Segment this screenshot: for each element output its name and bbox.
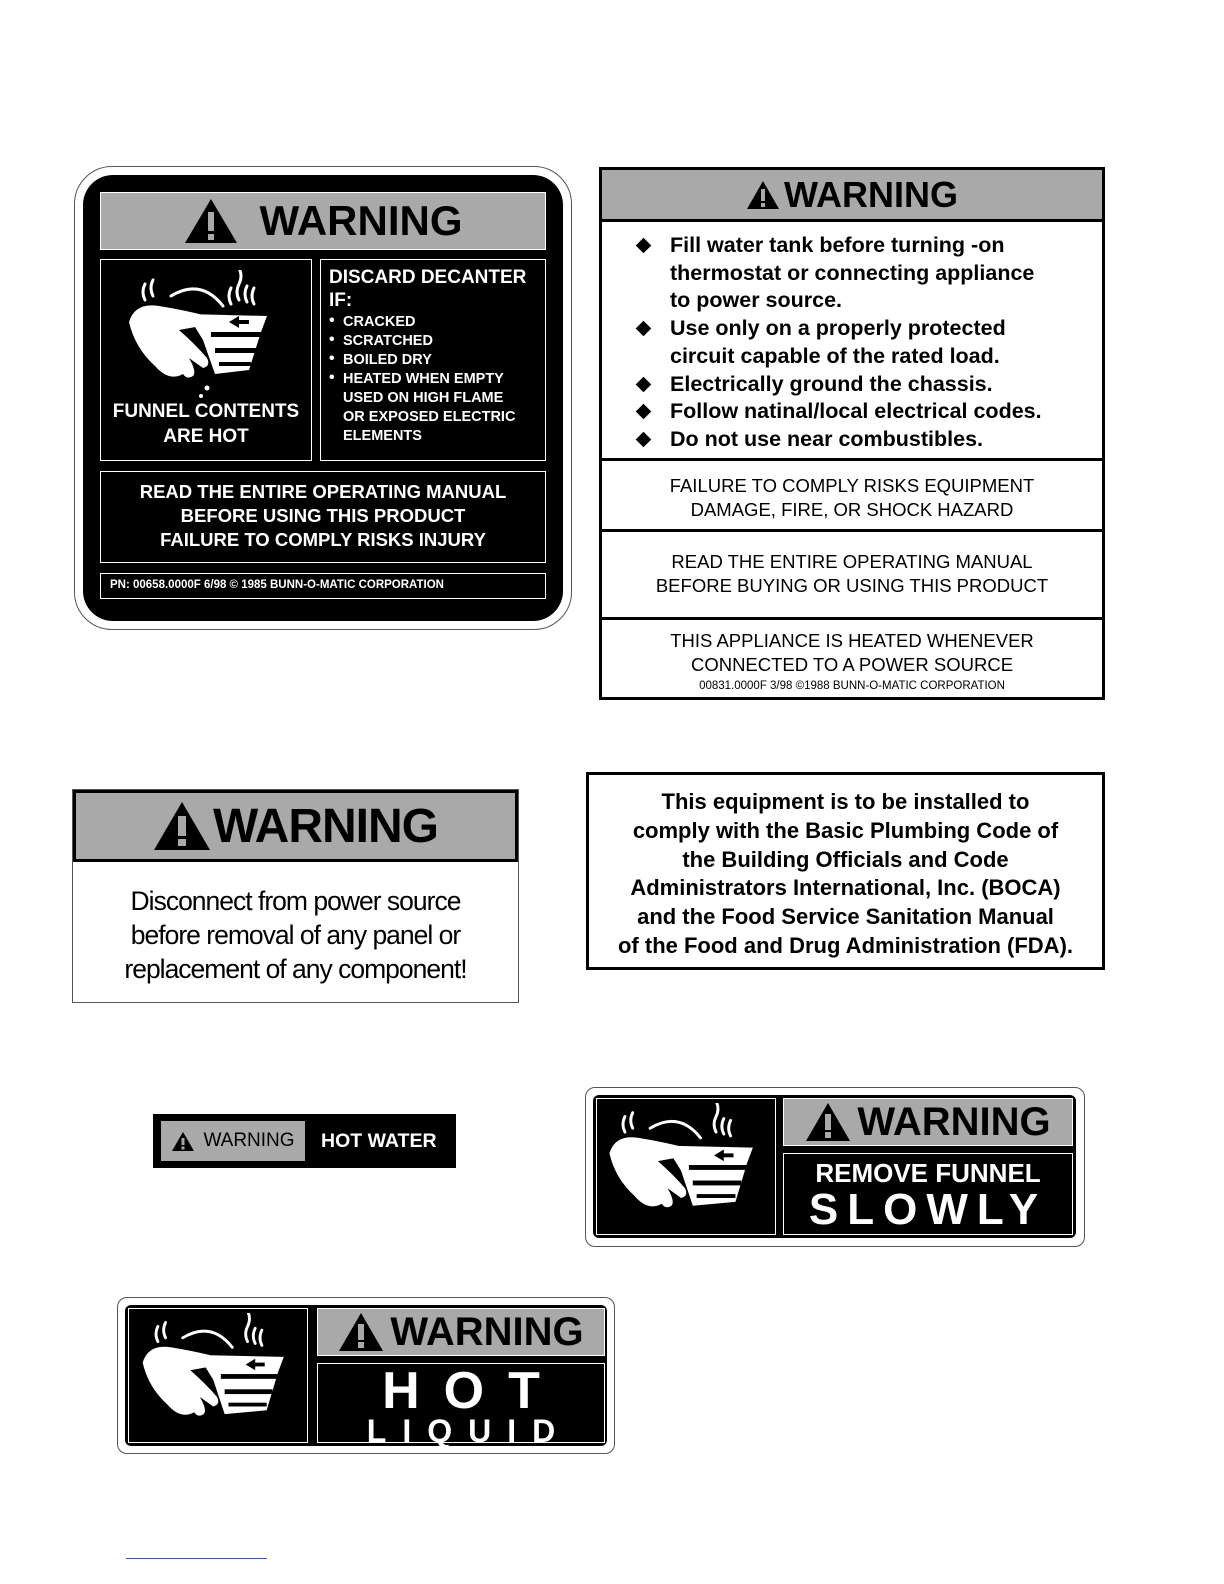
label-hot-water [153,1114,456,1168]
list-item: • CRACKED [329,313,537,332]
label-plumbing-code [586,772,1105,970]
list-item [632,315,1102,370]
list-item-continued: ELEMENTS [343,428,422,444]
label1-left-caption-2: ARE HOT [163,426,249,447]
list-item-continued: USED ON HIGH FLAME [343,390,504,406]
label4-line-5: and the Food Service Sanitation Manual [637,904,1054,930]
label6-pictogram-panel [596,1098,776,1235]
hot-funnel-hand-icon [135,1313,301,1437]
label2-failure-box [602,464,1102,532]
label5-hot-water-text: HOT WATER [321,1130,437,1152]
label1-header-text: WARNING [259,197,463,244]
footer-link-underline[interactable] [126,1558,267,1559]
label2-item-1-line-3: to power source. [670,288,843,313]
label6-line-2: SLOWLY [808,1185,1048,1234]
diamond-bullet-icon [636,376,652,392]
list-item [632,426,1102,454]
label2-item-1-line-1: Fill water tank before turning -on [670,233,1005,257]
diamond-bullet-icon [636,432,652,448]
label-disconnect-power [72,789,519,1003]
label2-read-line-2: BEFORE BUYING OR USING THIS PRODUCT [655,575,1049,596]
warning-triangle-icon [153,801,211,851]
label3-line-2: before removal of any panel or [130,920,461,950]
label1-discard-panel [320,259,546,461]
label7-header-text: WARNING [390,1309,584,1354]
label1-discard-title-2: IF: [329,290,353,311]
label1-header [100,192,546,250]
label2-item-1-line-2: thermostat or connecting appliance [670,260,1035,285]
hot-funnel-hand-icon [603,1103,769,1229]
hot-funnel-hand-icon [123,270,293,400]
diamond-bullet-icon [636,238,652,254]
label2-item-3-line-1: Electrically ground the chassis. [670,371,993,396]
label6-header [783,1098,1073,1146]
label6-message [783,1153,1073,1235]
label2-instructions [602,225,1102,461]
label1-discard-title-1: DISCARD DECANTER [329,267,527,288]
label6-line-1: REMOVE FUNNEL [815,1158,1041,1188]
list-item [632,371,1102,399]
label-electrical-warning [599,167,1105,700]
label1-part-number: PN: 00658.0000F 6/98 © 1985 BUNN-O-MATIC CORPORATION [100,573,546,599]
label2-fail-line-1: FAILURE TO COMPLY RISKS EQUIPMENT [669,475,1035,496]
label7-line-1: HOT [382,1362,564,1420]
label2-heat-line-1: THIS APPLIANCE IS HEATED WHENEVER [670,630,1034,651]
label-remove-funnel-slowly [585,1087,1085,1247]
label7-message [317,1362,605,1449]
label-hot-liquid [117,1297,615,1454]
label2-item-5-line-1: Do not use near combustibles. [670,426,983,451]
label2-fail-line-2: DAMAGE, FIRE, OR SHOCK HAZARD [690,499,1014,520]
list-item: • BOILED DRY [329,351,537,370]
label2-header [602,170,1102,222]
list-item [632,232,1102,315]
label4-line-3: the Building Officials and Code [682,846,1009,872]
label2-item-2-line-2: circuit capable of the rated load. [670,343,1000,368]
warning-triangle-icon [171,1131,195,1152]
label7-line-2: LIQUID [366,1413,572,1449]
label1-read-line-3: FAILURE TO COMPLY RISKS INJURY [160,529,486,550]
diamond-bullet-icon [636,321,652,337]
label5-warning-text: WARNING [203,1130,295,1151]
list-item: • HEATED WHEN EMPTY [329,370,537,389]
label2-header-text: WARNING [784,173,958,215]
warning-triangle-icon [805,1102,851,1142]
label2-item-4-line-1: Follow natinal/local electrical codes. [670,399,1042,424]
label2-read-line-1: READ THE ENTIRE OPERATING MANUAL [671,551,1033,572]
label7-pictogram-panel [128,1308,308,1443]
label7-panel [125,1305,607,1449]
label3-line-3: replacement of any component! [124,954,467,984]
label3-header [73,790,518,862]
list-item-continued: OR EXPOSED ELECTRIC [343,409,516,425]
label1-read-line-1: READ THE ENTIRE OPERATING MANUAL [139,481,507,502]
label-funnel-contents-hot [74,166,572,630]
label3-line-1: Disconnect from power source [130,886,461,916]
label1-read-manual [100,471,546,563]
label4-line-6: of the Food and Drug Administration (FDA). [617,932,1074,958]
label1-pictogram-panel [100,259,312,461]
label4-line-2: comply with the Basic Plumbing Code of [632,817,1059,843]
list-item [632,398,1102,426]
label2-item-2-line-1: Use only on a properly protected [670,316,1006,341]
label5-warning-box [161,1121,305,1161]
label3-body [73,884,518,986]
label7-header [317,1308,605,1356]
warning-triangle-icon [338,1312,384,1352]
label2-read-manual-box [602,532,1102,620]
label4-line-4: Administrators International, Inc. (BOCA) [630,875,1061,901]
list-item: • SCRATCHED [329,332,537,351]
label1-discard-list [329,313,537,446]
label6-header-text: WARNING [857,1099,1051,1144]
label1-read-line-2: BEFORE USING THIS PRODUCT [180,505,466,526]
label2-heated-box [602,620,1102,697]
label6-panel [593,1095,1076,1238]
label4-line-1: This equipment is to be installed to [661,789,1030,814]
label1-panel [83,175,563,621]
warning-triangle-icon [184,198,238,244]
label1-left-caption-1: FUNNEL CONTENTS [112,401,300,422]
diamond-bullet-icon [636,404,652,420]
label2-heat-line-2: CONNECTED TO A POWER SOURCE [690,654,1014,675]
warning-triangle-icon [746,180,780,210]
label2-part-number: 00831.0000F 3/98 ©1988 BUNN-O-MATIC CORPORATION [699,680,1005,692]
label3-header-text: WARNING [213,799,438,853]
